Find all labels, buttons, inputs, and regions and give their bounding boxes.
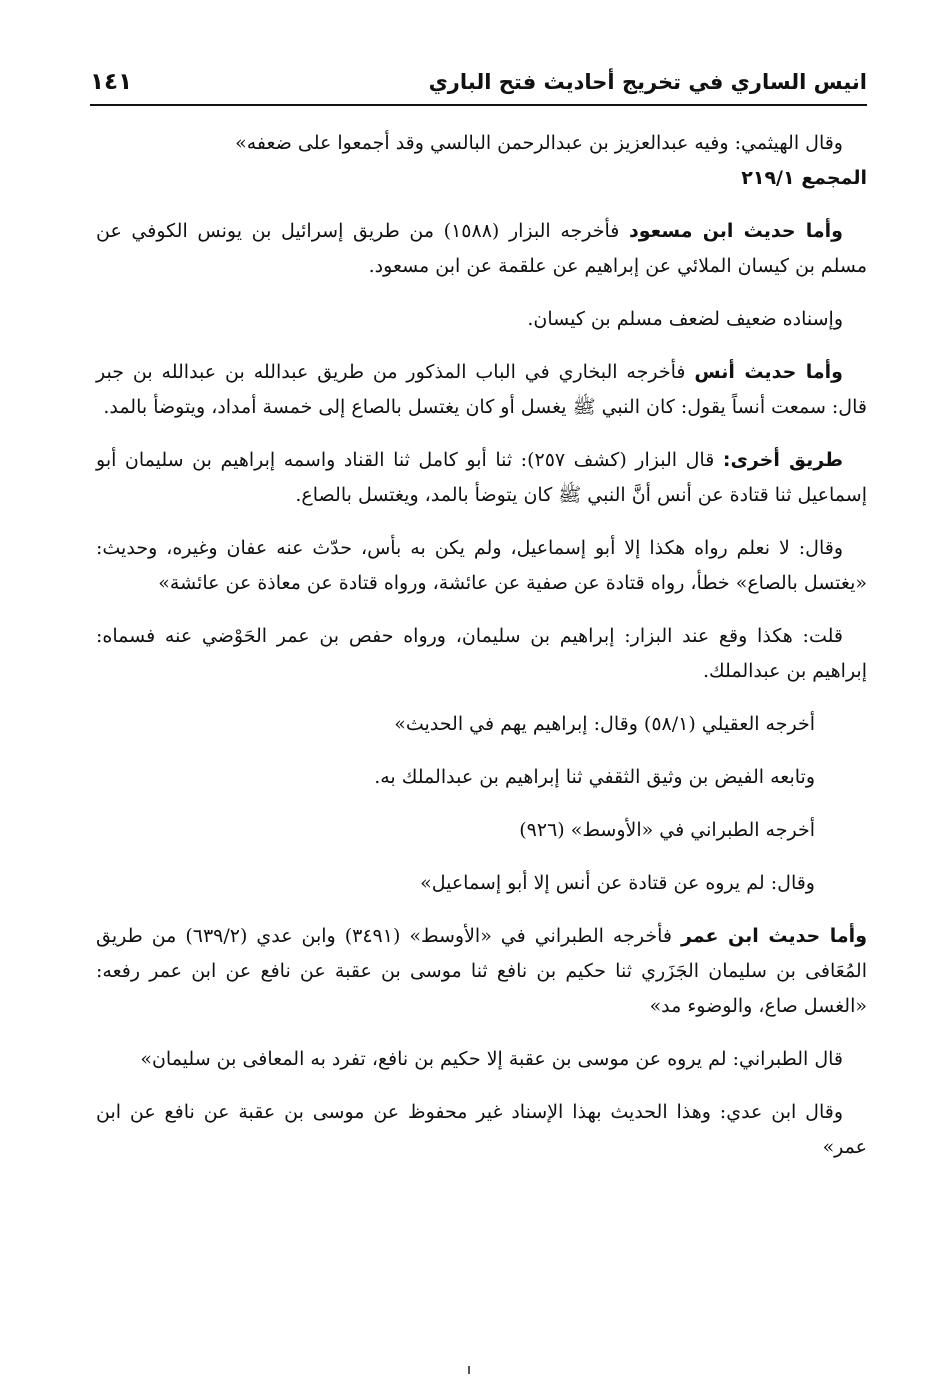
paragraph-text: وقال: لم يروه عن قتادة عن أنس إلا أبو إسماعيل» [420,872,815,894]
paragraph-text: وإسناده ضعيف لضعف مسلم بن كيسان. [527,308,843,330]
paragraph-text: وقال الهيثمي: وفيه عبدالعزيز بن عبدالرحمن البالسي وقد أجمعوا على ضعفه» [235,132,843,154]
section-lead: طريق أخرى: [722,449,843,471]
section-lead: وأما حديث أنس [694,361,843,383]
paragraph-tabarani-comment [96,866,815,901]
paragraph-tabarani-awsat [96,813,815,848]
section-lead: وأما حديث ابن مسعود [629,220,843,242]
body-text [96,126,867,1183]
page-number: ١٤١ [90,69,133,95]
paragraph-text: وتابعه الفيض بن وثيق الثقفي ثنا إبراهيم بن عبدالملك به. [374,766,815,788]
paragraph-text: وقال ابن عدي: وهذا الحديث بهذا الإسناد غير محفوظ عن موسى بن عقبة عن نافع عن ابن عمر» [96,1101,867,1158]
citation-ref: المجمع ٢١٩/١ [741,167,867,189]
section-lead: وأما حديث ابن عمر [680,925,868,947]
paragraph-text: فأخرجه البخاري في الباب المذكور من طريق عبدالله بن عبدالله بن جبر قال: سمعت أنساً يقول: كان النبي ﷺ يغسل أو كان يغتسل بالصاع إلى خمسة أمداد، ويتوضأ بالمد. [96,361,867,418]
paragraph-text: فأخرجه الطبراني في «الأوسط» (٣٤٩١) وابن عدي (٦٣٩/٢) من طريق المُعَافى بن سليمان الجَزَري ثنا حكيم بن نافع ثنا موسى بن عقبة عن نافع عن ابن عمر رفعه: «الغسل صاع، والوضوء مد» [96,925,867,1017]
paragraph-text: أخرجه الطبراني في «الأوسط» (٩٢٦) [519,819,815,841]
paragraph-tabarani-said [96,1042,867,1077]
paragraph-another-route [96,443,867,513]
paragraph-fayd [96,760,815,795]
paragraph-bazzar-comment [96,531,867,601]
paragraph-text: أخرجه العقيلي (٥٨/١) وقال: إبراهيم يهم في الحديث» [394,713,815,735]
paragraph-author-note [96,619,867,689]
paragraph-text: قلت: هكذا وقع عند البزار: إبراهيم بن سليمان، ورواه حفص بن عمر الحَوْضي عنه فسماه: إبراهيم بن عبدالملك. [96,625,867,682]
paragraph-uqayli [96,707,815,742]
paragraph-text: قال البزار (كشف ٢٥٧): ثنا أبو كامل ثنا القناد واسمه إبراهيم بن سليمان أبو إسماعيل ثنا قتادة عن أنس أنَّ النبي ﷺ كان يتوضأ بالمد، ويغتسل بالصاع. [96,449,867,506]
paragraph-haythami [96,126,867,196]
paragraph-text: قال الطبراني: لم يروه عن موسى بن عقبة إلا حكيم بن نافع، تفرد به المعافى بن سليمان» [140,1048,843,1070]
running-title: انيس الساري في تخريج أحاديث فتح الباري [428,70,867,94]
paragraph-text: وقال: لا نعلم رواه هكذا إلا أبو إسماعيل، ولم يكن به بأس، حدّث عنه عفان وغيره، وحديث: «يغتسل بالصاع» خطأ، رواه قتادة عن صفية عن عائشة، ورواه قتادة عن معاذة عن عائشة» [96,537,867,594]
paragraph-text: فأخرجه البزار (١٥٨٨) من طريق إسرائيل بن يونس الكوفي عن مسلم بن كيسان الملائي عن إبراهيم عن علقمة عن ابن مسعود. [96,220,867,277]
footer-mark [468,1366,470,1374]
paragraph-ibn-masud [96,214,867,284]
page-header [90,60,867,106]
paragraph-anas [96,355,867,425]
paragraph-ibn-adi [96,1095,867,1165]
paragraph-isnad-weak [96,302,867,337]
paragraph-ibn-umar [96,919,867,1024]
